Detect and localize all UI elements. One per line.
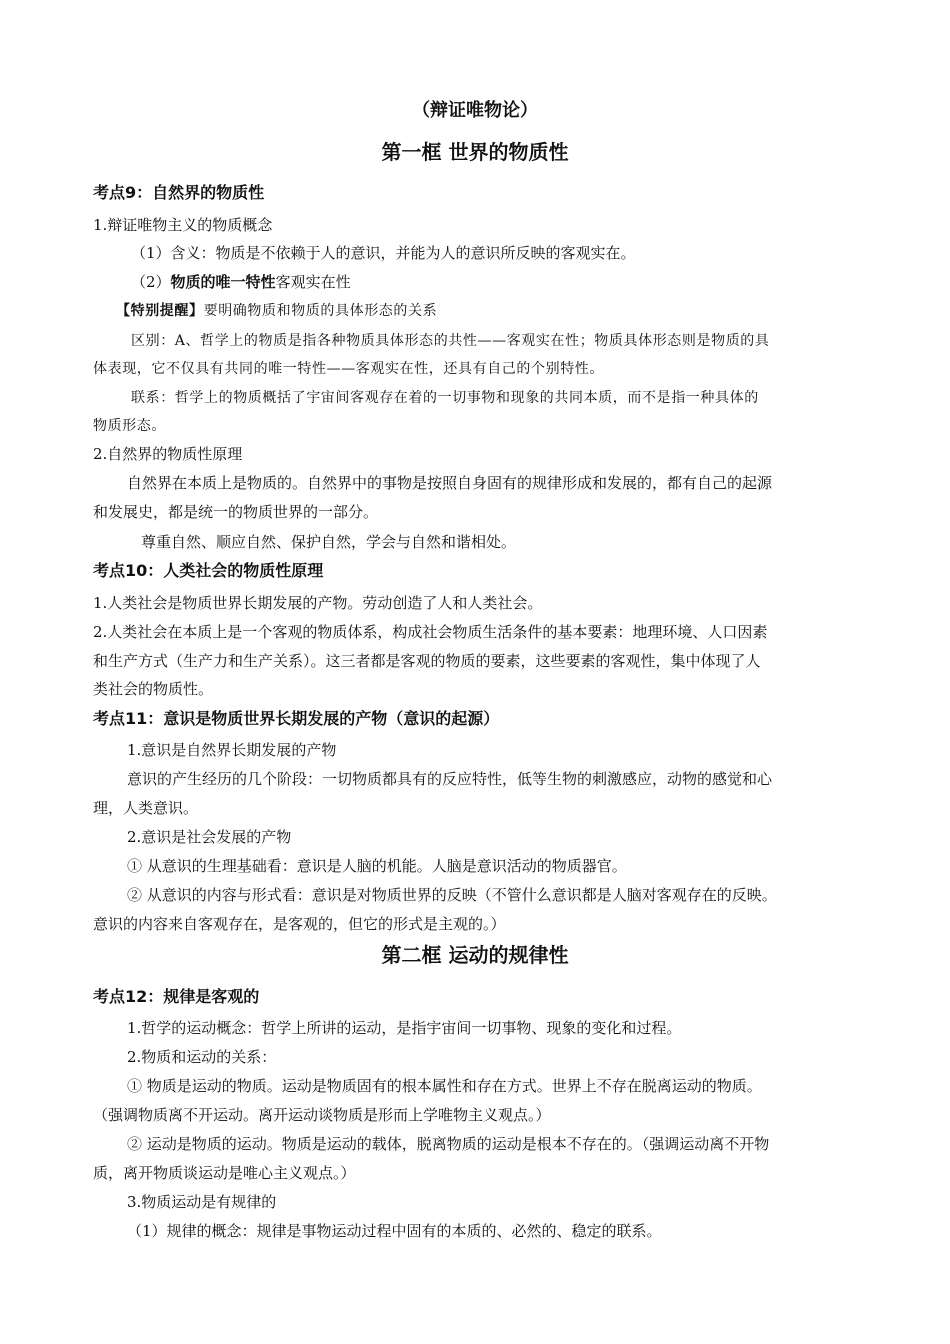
kd9-line-11: 和发展史，都是统一的物质世界的一部分。 [93, 503, 379, 521]
kd12-line-5: ② 运动是物质的运动。物质是运动的载体，脱离物质的运动是根本不存在的。（强调运动离不开物 [127, 1135, 770, 1153]
kd9-line-3-bold: 物质的唯一特性 [170, 273, 276, 291]
kd11-heading: 考点11：意识是物质世界长期发展的产物（意识的起源） [93, 709, 500, 728]
kd9-line-4 [116, 301, 437, 321]
kd9-line-3 [131, 272, 351, 292]
kd12-line-6: 质，离开物质谈运动是唯心主义观点。） [93, 1164, 356, 1182]
kd9-line-9: 2.自然界的物质性原理 [93, 445, 243, 463]
kd9-line-2: （1）含义：物质是不依赖于人的意识，并能为人的意识所反映的客观实在。 [131, 244, 636, 262]
kd11-line-3: 理，人类意识。 [93, 799, 199, 817]
kd12-line-8: （1）规律的概念：规律是事物运动过程中固有的本质的、必然的、稳定的联系。 [127, 1222, 662, 1240]
kd9-line-6: 体表现，它不仅具有共同的唯一特性——客观实在性，还具有自己的个别特性。 [93, 361, 604, 377]
kd12-line-2: 2.物质和运动的关系： [127, 1048, 277, 1066]
kd9-line-7: 联系：哲学上的物质概括了宇宙间客观存在着的一切事物和现象的共同本质，而不是指一种具体的 [131, 390, 759, 406]
frame-1-title: 第一框 世界的物质性 [381, 140, 569, 164]
kd9-line-8: 物质形态。 [93, 418, 166, 434]
kd11-line-4: 2.意识是社会发展的产物 [127, 828, 292, 846]
kd10-line-3: 和生产方式（生产力和生产关系）。这三者都是客观的物质的要素，这些要素的客观性，集中体现了人 [93, 652, 761, 670]
kd9-line-5: 区别：A、哲学上的物质是指各种物质具体形态的共性——客观实在性；物质具体形态则是物质的具 [131, 333, 770, 349]
frame-2-title: 第二框 运动的规律性 [381, 943, 569, 967]
kd11-line-1: 1.意识是自然界长期发展的产物 [127, 741, 337, 759]
kd10-heading: 考点10：人类社会的物质性原理 [93, 561, 324, 580]
kd10-line-2: 2.人类社会在本质上是一个客观的物质体系，构成社会物质生活条件的基本要素：地理环境、人口因素 [93, 623, 768, 641]
kd11-line-2: 意识的产生经历的几个阶段：一切物质都具有的反应特性，低等生物的刺激感应，动物的感觉和心 [127, 770, 773, 788]
kd9-line-3-prefix: （2） [131, 273, 171, 291]
kd12-line-3: ① 物质是运动的物质。运动是物质固有的根本属性和存在方式。世界上不存在脱离运动的物质。 [127, 1077, 762, 1095]
kd12-heading-text: 考点12：规律是客观的 [93, 987, 260, 1006]
special-reminder-label: 【特别提醒】 [116, 303, 204, 319]
kd11-line-7: 意识的内容来自客观存在，是客观的，但它的形式是主观的。） [93, 915, 506, 933]
kd11-line-6: ② 从意识的内容与形式看：意识是对物质世界的反映（不管什么意识都是人脑对客观存在的反映。 [127, 886, 777, 904]
kd9-line-1: 1.辩证唯物主义的物质概念 [93, 216, 273, 234]
kd9-line-3-rest: 客观实在性 [275, 273, 351, 291]
kd12-line-4: （强调物质离不开运动。离开运动谈物质是形而上学唯物主义观点。） [93, 1106, 551, 1124]
kd10-line-1: 1.人类社会是物质世界长期发展的产物。劳动创造了人和人类社会。 [93, 594, 543, 612]
special-reminder-text: 要明确物质和物质的具体形态的关系 [203, 303, 438, 319]
kd10-line-4: 类社会的物质性。 [93, 680, 214, 698]
kd11-line-5: ① 从意识的生理基础看：意识是人脑的机能。人脑是意识活动的物质器官。 [127, 857, 627, 875]
kd12-line-1: 1.哲学的运动概念：哲学上所讲的运动，是指宇宙间一切事物、现象的变化和过程。 [127, 1019, 682, 1037]
kd12-heading [93, 987, 259, 1007]
kd9-line-10: 自然界在本质上是物质的。自然界中的事物是按照自身固有的规律形成和发展的，都有自己的起源 [127, 474, 773, 492]
kd9-heading: 考点9：自然界的物质性 [93, 183, 265, 202]
kd9-line-12: 尊重自然、顺应自然、保护自然，学会与自然和谐相处。 [141, 533, 517, 551]
document-title: （辩证唯物论） [412, 100, 538, 121]
kd12-line-7: 3.物质运动是有规律的 [127, 1193, 277, 1211]
